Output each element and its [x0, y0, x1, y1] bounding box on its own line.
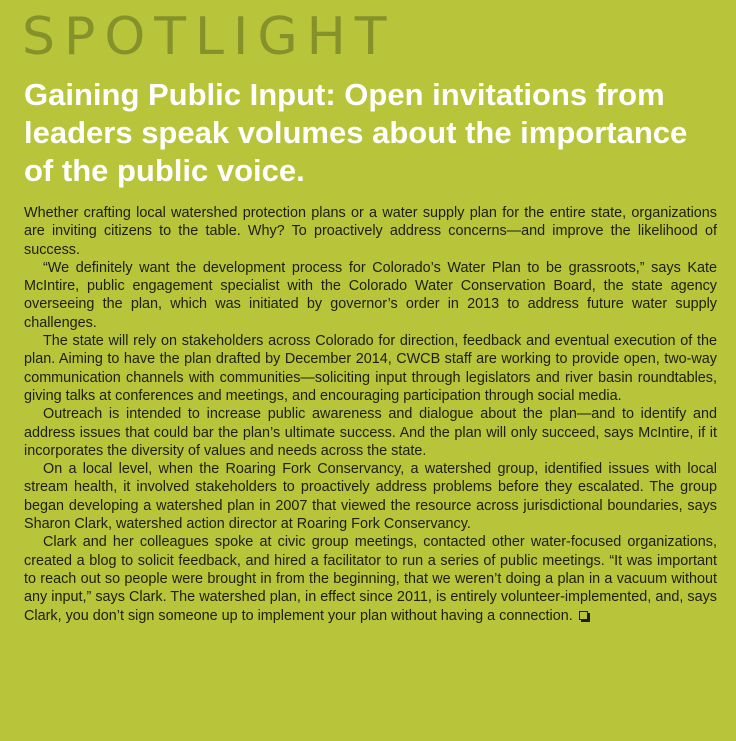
article-headline: Gaining Public Input: Open invitations from leaders speak volumes about the importance of the public voice. — [24, 77, 688, 188]
article-body — [24, 204, 717, 625]
paragraph-mcintire-quote: “We definitely want the development process for Colorado’s Water Plan to be grassroots,” says Kate McIntire, public engagement specialist with the Colorado Water Conservation Board, the state agency overseeing the plan, which was initiated by governor’s order in 2013 to address future water supply challenges. — [24, 259, 717, 331]
paragraph-clark-colleagues — [24, 533, 717, 624]
paragraph-state-stakeholders: The state will rely on stakeholders across Colorado for direction, feedback and eventual execution of the plan. Aiming to have the plan drafted by December 2014, CWCB staff are working to provide open, two-way communication channels with communities—soliciting input through legislators and river basin roundtables, giving talks at conferences and meetings, and encouraging participation through social media. — [24, 333, 717, 404]
paragraph-intro: Whether crafting local watershed protection plans or a water supply plan for the entire state, organizations are inviting citizens to the table. Why? To proactively address concerns—and improve the likelihood of success. — [24, 205, 717, 258]
section-label: SPOTLIGHT — [22, 7, 396, 67]
paragraph-local-level: On a local level, when the Roaring Fork Conservancy, a watershed group, identified issues with local stream health, it involved stakeholders to proactively address problems before they escalated. The group began developing a watershed plan in 2007 that viewed the resource across jurisdictional boundaries, says Sharon Clark, watershed action director at Roaring Fork Conservancy. — [24, 461, 717, 533]
end-of-article-box-icon — [579, 611, 588, 620]
paragraph-clark-text: Clark and her colleagues spoke at civic group meetings, contacted other water-focused organizations, created a blog to solicit feedback, and hired a facilitator to run a series of public meetings. “It was important to reach out so people were brought in from the beginning, that we weren’t doing a plan in a vacuum without any input,” says Clark. The watershed plan, in effect since 2011, is entirely volunteer-implemented, and, says Clark, you don’t sign someone up to implement your plan without having a connection. — [24, 534, 717, 624]
paragraph-outreach: Outreach is intended to increase public awareness and dialogue about the plan—and to identify and address issues that could bar the plan’s ultimate success. And the plan will only succeed, says McIntire, if it incorporates the diversity of values and needs across the state. — [24, 406, 717, 459]
